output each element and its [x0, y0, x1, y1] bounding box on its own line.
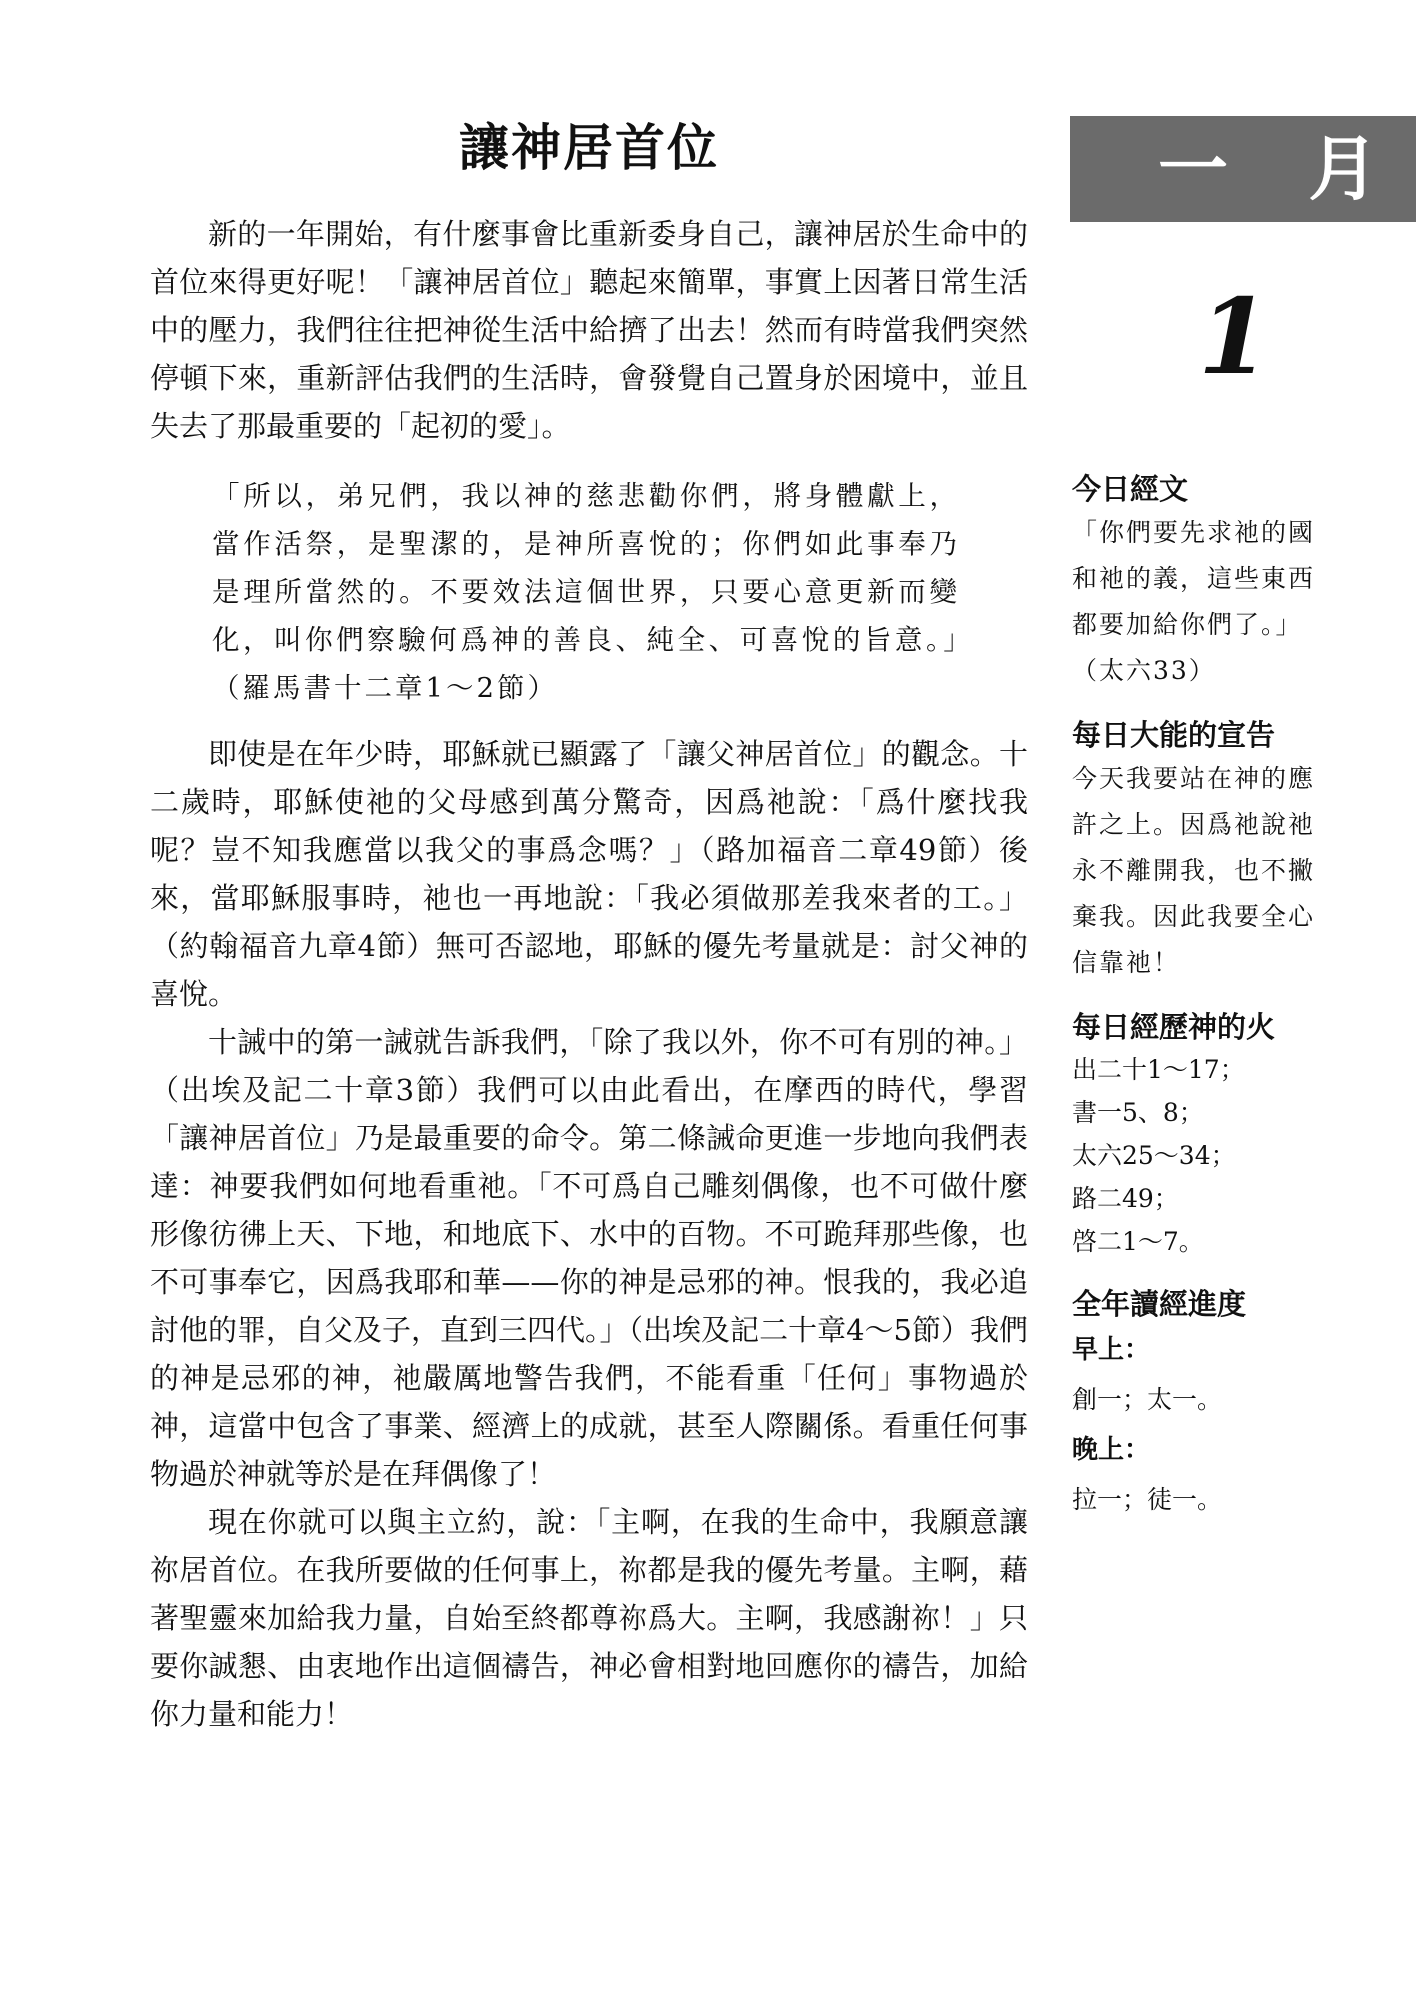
scripture-heading: 今日經文 [1072, 472, 1189, 506]
devotional-article [150, 100, 1028, 1738]
article-title: 讓神居首位 [459, 119, 719, 177]
list-item: 路二49； [1072, 1184, 1179, 1213]
declaration-text: 今天我要站在神的應許之上。因爲祂說祂永不離開我，也不撇棄我。因此我要全心信靠祂！ [1072, 764, 1316, 977]
fire-reading-list [1072, 1048, 1322, 1263]
intro-paragraph: 新的一年開始，有什麼事會比重新委身自己，讓神居於生命中的首位來得更好呢！「讓神居首位」聽起來簡單，事實上因著日常生活中的壓力，我們往往把神從生活中給擠了出去！然而有時當我們突然停頓下來，重新評估我們的生活時，會發覺自己置身於困境中，並且失去了那最重要的「起初的愛」。 [150, 217, 1028, 443]
declaration-heading: 每日大能的宣告 [1072, 718, 1276, 752]
fire-section [1072, 1006, 1322, 1263]
list-item: 書一5、8； [1072, 1098, 1204, 1127]
reading-plan-section [1072, 1283, 1322, 1525]
morning-label: 早上： [1072, 1335, 1151, 1365]
list-item: 太六25～34； [1072, 1141, 1236, 1170]
day-number: 1 [1198, 275, 1271, 398]
declaration-section [1072, 714, 1322, 986]
month-tab: 一 月 [1070, 116, 1416, 222]
sidebar [1072, 468, 1322, 1545]
body-paragraph: 即使是在年少時，耶穌就已顯露了「讓父神居首位」的觀念。十二歲時，耶穌使祂的父母感到萬分驚奇，因爲祂說：「爲什麼找我呢？豈不知我應當以我父的事爲念嗎？」（路加福音二章49節）後來，當耶穌服事時，祂也一再地說：「我必須做那差我來者的工。」（約翰福音九章4節）無可否認地，耶穌的優先考量就是：討父神的喜悅。 [150, 737, 1028, 1011]
scripture-text: 「你們要先求祂的國和祂的義，這些東西都要加給你們了。」（太六33） [1072, 518, 1316, 685]
scripture-quote: 「所以，弟兄們，我以神的慈悲勸你們，將身體獻上，當作活祭，是聖潔的，是神所喜悅的；你們如此事奉乃是理所當然的。不要效法這個世界，只要心意更新而變化，叫你們察驗何爲神的善良、純全、可喜悅的旨意。」（羅馬書十二章1～2節） [212, 480, 960, 704]
evening-label: 晚上： [1072, 1435, 1151, 1465]
body-paragraph: 十誡中的第一誡就告訴我們，「除了我以外，你不可有別的神。」（出埃及記二十章3節）我們可以由此看出，在摩西的時代，學習「讓神居首位」乃是最重要的命令。第二條誡命更進一步地向我們表達：神要我們如何地看重祂。「不可爲自己雕刻偶像，也不可做什麼形像彷彿上天、下地，和地底下、水中的百物。不可跪拜那些像，也不可事奉它，因爲我耶和華——你的神是忌邪的神。恨我的，我必追討他的罪，自父及子，直到三四代。」（出埃及記二十章4～5節）我們的神是忌邪的神，祂嚴厲地警告我們，不能看重「任何」事物過於神，這當中包含了事業、經濟上的成就，甚至人際關係。看重任何事物過於神就等於是在拜偶像了！ [150, 1025, 1028, 1491]
list-item: 啓二1～7。 [1072, 1227, 1204, 1256]
morning-reading: 創一；太一。 [1072, 1385, 1223, 1414]
fire-heading: 每日經歷神的火 [1072, 1010, 1276, 1044]
scripture-section [1072, 468, 1322, 694]
reading-plan-heading: 全年讀經進度 [1072, 1287, 1247, 1321]
closing-paragraph: 現在你就可以與主立約，說：「主啊，在我的生命中，我願意讓祢居首位。在我所要做的任何事上，祢都是我的優先考量。主啊，藉著聖靈來加給我力量，自始至終都尊祢爲大。主啊，我感謝祢！」只要你誠懇、由衷地作出這個禱告，神必會相對地回應你的禱告，加給你力量和能力！ [150, 1505, 1028, 1731]
list-item: 出二十1～17； [1072, 1055, 1245, 1084]
evening-reading: 拉一；徒一。 [1072, 1485, 1223, 1514]
